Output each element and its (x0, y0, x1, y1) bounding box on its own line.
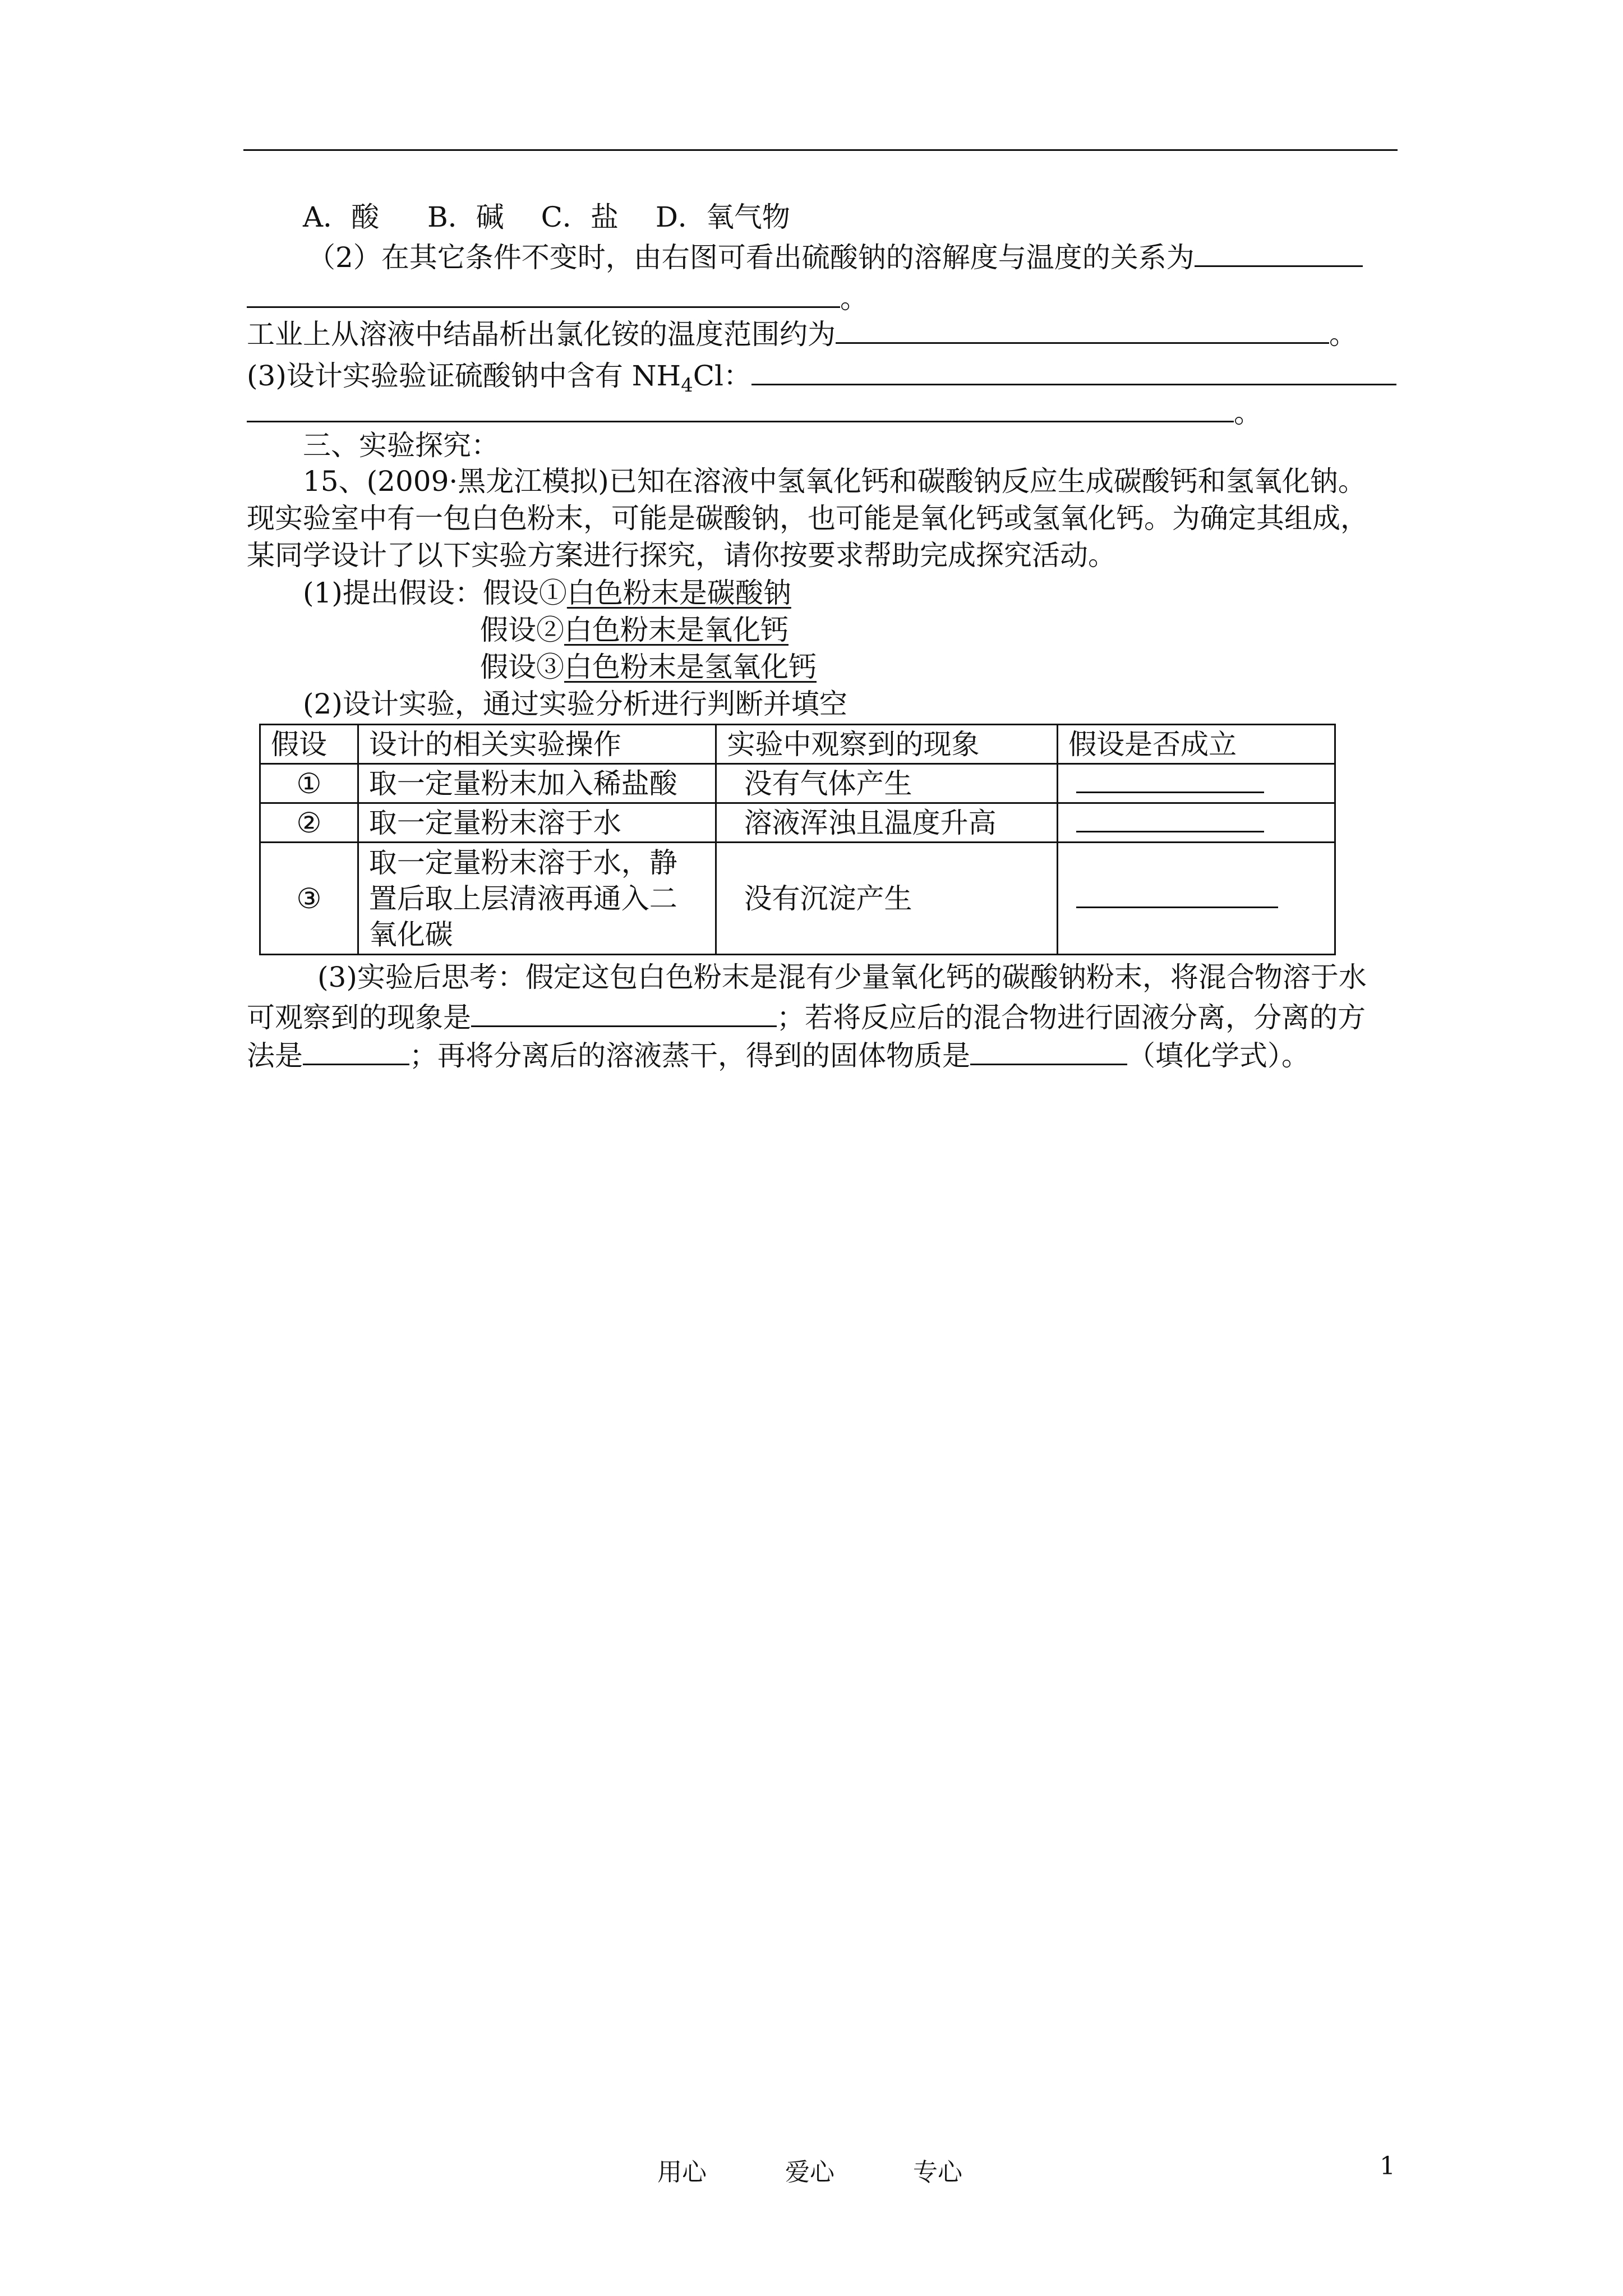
q3-prefix: (3)设计实验验证硫酸钠中含有 NH (247, 360, 681, 392)
hypothesis-3 (480, 649, 817, 685)
option-c: C．盐 (541, 201, 619, 233)
header-operation: 设计的相关实验操作 (358, 725, 716, 764)
hypothesis-1-text: 白色粉末是碳酸钠 (566, 577, 791, 609)
reflect-line2 (247, 997, 1366, 1036)
operation-line: 置后取上层清液再通入二 (368, 882, 677, 915)
row-id: ② (260, 803, 358, 843)
footer-word-2: 爱心 (785, 2158, 834, 2187)
row-id: ③ (260, 843, 358, 955)
header-rule (243, 149, 1398, 151)
q3-suffix: Cl： (693, 360, 751, 392)
answer-blank[interactable] (1076, 805, 1264, 832)
row-operation (358, 843, 716, 955)
row-phenomenon: 没有气体产生 (716, 764, 1058, 803)
hypothesis-1 (303, 575, 791, 611)
hypothesis-intro: (1)提出假设：假设① (303, 577, 567, 609)
q3-subscript: 4 (681, 374, 693, 397)
experiment-table (259, 724, 1336, 955)
q2-line3-text: 工业上从溶液中结晶析出氯化铵的温度范围约为 (247, 318, 836, 351)
q3-line2 (247, 393, 1262, 431)
section-title: 三、实验探究： (303, 429, 499, 462)
answer-blank[interactable] (247, 278, 840, 308)
reflect-line3-a: 法是 (247, 1039, 303, 1072)
hypothesis-3-label: 假设③ (480, 651, 564, 683)
table-row (260, 803, 1335, 843)
q15-line2: 现实验室中有一包白色粉末，可能是碳酸钠，也可能是氧化钙或氢氧化钙。为确定其组成， (247, 502, 1368, 535)
q3-end: 。 (1234, 397, 1262, 429)
answer-blank[interactable] (751, 356, 1396, 385)
answer-options (303, 199, 790, 235)
answer-blank[interactable] (1076, 766, 1264, 793)
reflect-line3 (247, 1036, 1310, 1074)
q2-text: （2）在其它条件不变时，由右图可看出硫酸钠的溶解度与温度的关系为 (307, 241, 1195, 274)
hypothesis-2 (480, 612, 789, 648)
answer-blank[interactable] (1076, 881, 1278, 908)
row-id: ① (260, 764, 358, 803)
row-answer (1058, 843, 1335, 955)
operation-line: 氧化碳 (368, 918, 453, 951)
table-row (260, 764, 1335, 803)
hypothesis-3-text: 白色粉末是氢氧化钙 (564, 651, 817, 683)
row-answer (1058, 803, 1335, 843)
footer-word-3: 专心 (913, 2158, 962, 2187)
header-phenomenon: 实验中观察到的现象 (716, 725, 1058, 764)
answer-blank[interactable] (836, 314, 1329, 344)
row-phenomenon: 没有沉淀产生 (716, 843, 1058, 955)
answer-blank[interactable] (970, 1036, 1127, 1065)
design-title: (2)设计实验，通过实验分析进行判断并填空 (303, 688, 847, 720)
header-valid: 假设是否成立 (1058, 725, 1335, 764)
answer-blank[interactable] (247, 393, 1234, 422)
q15-line3: 某同学设计了以下实验方案进行探究，请你按要求帮助完成探究活动。 (247, 539, 1116, 572)
footer-word-1: 用心 (657, 2158, 707, 2187)
q2-line2 (247, 278, 868, 316)
footer-slogan (657, 2152, 962, 2188)
table-header-row (260, 725, 1335, 764)
q2-end: 。 (840, 282, 868, 315)
operation-line: 取一定量粉末溶于水，静 (368, 846, 677, 879)
option-b: B．碱 (427, 201, 504, 233)
row-phenomenon: 溶液浑浊且温度升高 (716, 803, 1058, 843)
reflect-line3-c: （填化学式）。 (1127, 1039, 1310, 1072)
row-operation: 取一定量粉末加入稀盐酸 (358, 764, 716, 803)
reflect-line2-a: 可观察到的现象是 (247, 1001, 471, 1034)
answer-blank[interactable] (1195, 237, 1363, 267)
row-answer (1058, 764, 1335, 803)
q2-line3-end: 。 (1329, 318, 1357, 351)
q2-line1 (307, 237, 1363, 275)
page-number: 1 (1380, 2152, 1395, 2180)
option-d: D．氧气物 (655, 201, 790, 233)
hypothesis-2-text: 白色粉末是氧化钙 (564, 614, 789, 646)
table-row (260, 843, 1335, 955)
reflect-line1: (3)实验后思考：假定这包白色粉末是混有少量氧化钙的碳酸钠粉末，将混合物溶于水 (317, 961, 1367, 993)
option-a: A．酸 (303, 201, 380, 233)
hypothesis-2-label: 假设② (480, 614, 564, 646)
reflect-line3-b: ；再将分离后的溶液蒸干，得到的固体物质是 (409, 1039, 970, 1072)
answer-blank[interactable] (471, 997, 777, 1027)
q2-line3 (247, 314, 1357, 352)
header-hypothesis: 假设 (260, 725, 358, 764)
reflect-line2-b: ；若将反应后的混合物进行固液分离，分离的方 (777, 1001, 1366, 1034)
row-operation: 取一定量粉末溶于水 (358, 803, 716, 843)
q15-line1: 15、(2009·黑龙江模拟)已知在溶液中氢氧化钙和碳酸钠反应生成碳酸钙和氢氧化钠。 (303, 465, 1366, 498)
answer-blank[interactable] (303, 1036, 409, 1065)
